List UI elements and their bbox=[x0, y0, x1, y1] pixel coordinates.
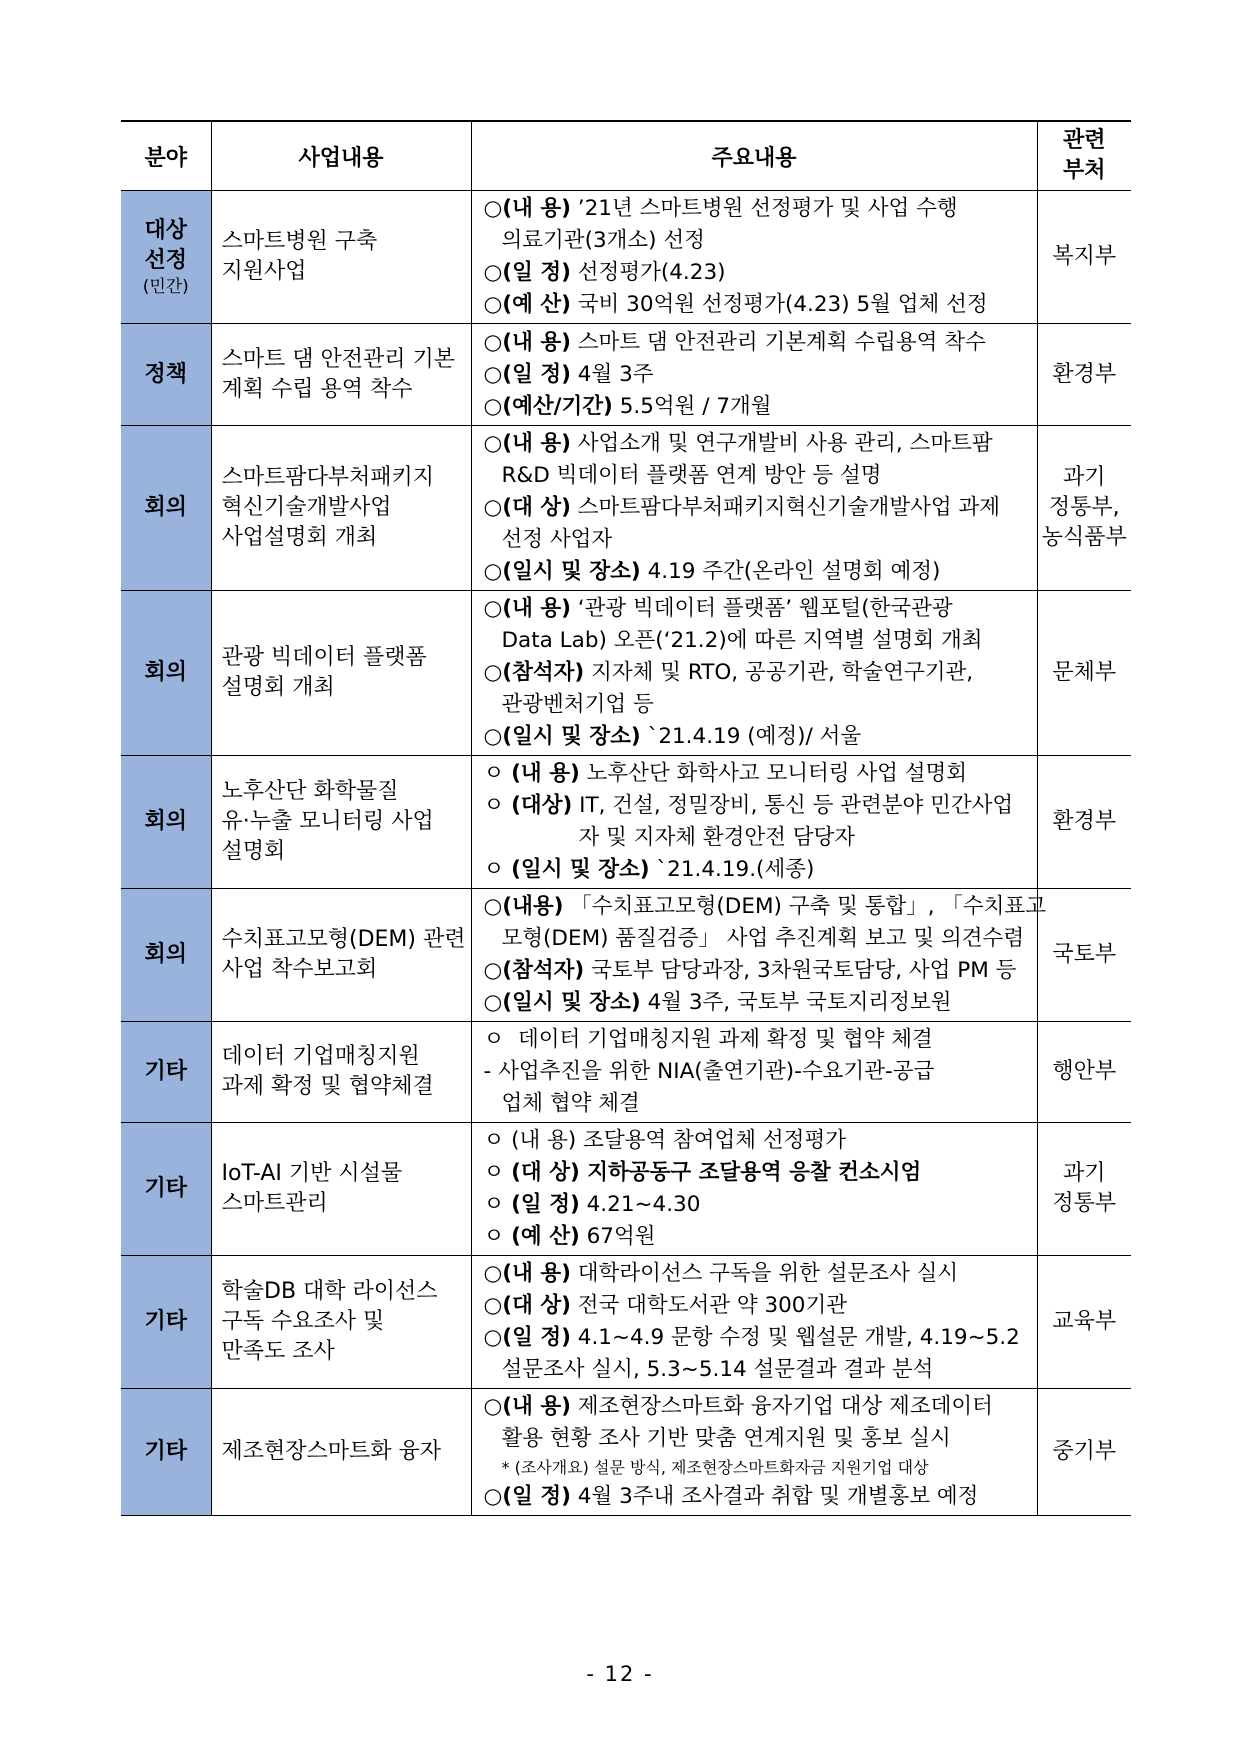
bullet-mark: ○ bbox=[483, 260, 503, 285]
project-cell bbox=[211, 324, 471, 426]
bullet-mark: ㅇ bbox=[483, 1192, 512, 1217]
details-cell bbox=[471, 756, 1037, 889]
detail-text: 「수치표고모형(DEM) 구축 및 통합」, 「수치표고 bbox=[563, 894, 1046, 919]
header-details: 주요내용 bbox=[471, 121, 1037, 191]
bullet-mark: ○ bbox=[483, 958, 503, 983]
detail-line bbox=[484, 327, 1031, 359]
detail-text: 설문조사 실시, 5.3~5.14 설문결과 결과 분석 bbox=[501, 1357, 934, 1382]
header-department bbox=[1037, 121, 1131, 191]
category-cell bbox=[121, 889, 211, 1022]
detail-label: (예 산) bbox=[502, 292, 571, 317]
department-line: 복지부 bbox=[1052, 244, 1117, 269]
category-cell bbox=[121, 1256, 211, 1389]
detail-label: (예 산) bbox=[511, 1224, 580, 1249]
bullet-mark: ㅇ bbox=[483, 1128, 512, 1153]
department-cell bbox=[1037, 324, 1131, 426]
project-cell bbox=[211, 426, 471, 591]
detail-label: (일 정) bbox=[502, 361, 571, 387]
header-department-line1: 관련 bbox=[1062, 128, 1106, 153]
detail-text: R&D 빅데이터 플랫폼 연계 방안 등 설명 bbox=[501, 463, 882, 488]
project-cell bbox=[211, 1389, 471, 1516]
bullet-mark: ○ bbox=[483, 1261, 503, 1286]
department-cell bbox=[1037, 1123, 1131, 1256]
project-line: 혁신기술개발사업 bbox=[221, 495, 392, 520]
detail-label: (대 상) bbox=[502, 495, 571, 520]
bullet-mark: ㅇ bbox=[483, 1224, 512, 1249]
details-cell bbox=[471, 1389, 1037, 1516]
category-label: 기타 bbox=[144, 1309, 187, 1334]
detail-line bbox=[484, 1391, 1031, 1423]
detail-text: 4.21~4.30 bbox=[579, 1192, 701, 1217]
detail-line bbox=[484, 1258, 1031, 1290]
detail-label: (내 용) bbox=[502, 431, 571, 456]
detail-line bbox=[484, 1024, 1031, 1056]
detail-line bbox=[484, 1481, 1031, 1513]
page-number: - 12 - bbox=[586, 1662, 654, 1686]
detail-label: (예산/기간) bbox=[502, 393, 613, 419]
detail-text: 67억원 bbox=[579, 1224, 656, 1249]
bullet-mark: ○ bbox=[483, 724, 503, 749]
header-department-line2: 부처 bbox=[1062, 158, 1106, 183]
project-line: 관광 빅데이터 플랫폼 bbox=[221, 645, 427, 670]
detail-line bbox=[484, 689, 1031, 721]
department-cell bbox=[1037, 426, 1131, 591]
detail-text: ‘관광 빅데이터 플랫폼’ 웹포털(한국관광 bbox=[570, 596, 953, 621]
bullet-mark: ○ bbox=[483, 495, 503, 520]
detail-label: (일시 및 장소) bbox=[502, 990, 641, 1015]
table-row bbox=[121, 191, 1131, 324]
project-line: 계획 수립 용역 착수 bbox=[221, 376, 413, 402]
detail-label: (일시 및 장소) bbox=[502, 724, 641, 749]
bullet-mark: ○ bbox=[483, 329, 503, 355]
detail-text: 5.5억원 / 7개월 bbox=[612, 393, 772, 419]
category-label: 기타 bbox=[144, 1439, 187, 1464]
detail-line bbox=[484, 524, 1031, 556]
detail-text: 제조현장스마트화 융자기업 대상 제조데이터 bbox=[570, 1394, 993, 1419]
detail-label: (내 용) bbox=[502, 1394, 571, 1419]
project-line: 스마트관리 bbox=[221, 1191, 328, 1216]
project-cell bbox=[211, 591, 471, 756]
bullet-mark: ○ bbox=[483, 596, 503, 621]
department-cell bbox=[1037, 591, 1131, 756]
project-line: 사업 착수보고회 bbox=[221, 957, 378, 982]
detail-text: 국토부 담당과장, 3차원국토담당, 사업 PM 등 bbox=[584, 958, 1017, 983]
detail-line bbox=[484, 923, 1031, 955]
detail-label: (일 정) bbox=[511, 1192, 580, 1217]
detail-text: 지자체 및 RTO, 공공기관, 학술연구기관, bbox=[584, 660, 974, 685]
category-sub-label: (민간) bbox=[142, 277, 189, 297]
department-line: 교육부 bbox=[1052, 1309, 1117, 1334]
department-line: 농식품부 bbox=[1041, 525, 1127, 550]
category-cell bbox=[121, 1389, 211, 1516]
bullet-mark: ○ bbox=[483, 1394, 503, 1419]
table-row bbox=[121, 889, 1131, 1022]
project-cell bbox=[211, 191, 471, 324]
category-label: 대상 선정 bbox=[144, 218, 187, 273]
detail-line bbox=[483, 891, 1046, 923]
detail-label: (내용) bbox=[502, 894, 564, 919]
detail-label: (내 용) bbox=[511, 761, 580, 786]
project-line: 데이터 기업매칭지원 bbox=[221, 1044, 420, 1069]
detail-label: (내 용) bbox=[502, 596, 571, 621]
table-row bbox=[121, 1022, 1131, 1123]
detail-text: 선정평가(4.23) bbox=[570, 260, 726, 285]
detail-label: (일 정) bbox=[502, 1325, 571, 1350]
detail-text: 4월 3주내 조사결과 취합 및 개별홍보 예정 bbox=[570, 1484, 979, 1509]
detail-line bbox=[484, 1125, 1031, 1157]
department-cell bbox=[1037, 756, 1131, 889]
detail-text: 국비 30억원 선정평가(4.23) 5월 업체 선정 bbox=[570, 292, 988, 317]
department-cell bbox=[1037, 191, 1131, 324]
department-line: 국토부 bbox=[1052, 942, 1117, 967]
detail-line bbox=[484, 1088, 1031, 1120]
detail-line bbox=[484, 987, 1031, 1019]
detail-label: (대 상) 지하공동구 조달용역 응찰 컨소시엄 bbox=[511, 1160, 922, 1185]
detail-label: (대 상) bbox=[502, 1293, 571, 1318]
category-label: 기타 bbox=[144, 1176, 187, 1201]
table-row bbox=[121, 324, 1131, 426]
detail-text: 데이터 기업매칭지원 과제 확정 및 협약 체결 bbox=[511, 1027, 933, 1052]
details-cell bbox=[471, 1022, 1037, 1123]
project-line: 노후산단 화학물질 bbox=[221, 779, 399, 804]
bullet-mark: ㅇ bbox=[483, 793, 512, 818]
project-cell bbox=[211, 1256, 471, 1389]
category-cell bbox=[121, 1022, 211, 1123]
detail-line bbox=[484, 193, 1031, 225]
bullet-mark: ○ bbox=[483, 196, 503, 221]
header-category: 분야 bbox=[121, 121, 211, 191]
detail-text: (내 용) 조달용역 참여업체 선정평가 bbox=[511, 1128, 846, 1153]
detail-note bbox=[484, 1455, 1031, 1481]
category-label: 회의 bbox=[144, 495, 187, 520]
category-label: 정책 bbox=[144, 361, 187, 387]
bullet-mark: ○ bbox=[483, 894, 503, 919]
table-row bbox=[121, 1123, 1131, 1256]
department-line: 문체부 bbox=[1052, 660, 1117, 685]
project-line: 지원사업 bbox=[221, 259, 307, 284]
project-line: 수치표고모형(DEM) 관련 bbox=[221, 927, 466, 952]
table-body bbox=[121, 191, 1131, 1516]
bullet-mark: ○ bbox=[483, 431, 503, 456]
project-cell bbox=[211, 756, 471, 889]
detail-label: (일 정) bbox=[502, 1484, 571, 1509]
bullet-mark: ○ bbox=[483, 361, 503, 387]
detail-line bbox=[484, 257, 1031, 289]
project-line: IoT-AI 기반 시설물 bbox=[221, 1161, 403, 1186]
project-line: 설명회 개최 bbox=[221, 675, 335, 700]
project-line: 스마트병원 구축 bbox=[221, 229, 378, 254]
detail-text: * (조사개요) 설문 방식, 제조현장스마트화자금 지원기업 대상 bbox=[501, 1458, 929, 1477]
detail-line bbox=[484, 1423, 1031, 1455]
detail-label: (내 용) bbox=[502, 329, 571, 355]
detail-label: (내 용) bbox=[502, 196, 571, 221]
project-line: 제조현장스마트화 융자 bbox=[221, 1439, 442, 1464]
detail-line bbox=[484, 225, 1031, 257]
detail-text: 4월 3주 bbox=[570, 361, 654, 387]
table-row bbox=[121, 1389, 1131, 1516]
details-cell bbox=[471, 889, 1046, 1022]
bullet-mark: ㅇ bbox=[483, 857, 512, 882]
detail-label: (참석자) bbox=[502, 958, 585, 983]
bullet-mark: - bbox=[483, 1059, 499, 1084]
detail-text: IT, 건설, 정밀장비, 통신 등 관련분야 민간사업 bbox=[572, 793, 1014, 818]
bullet-mark: ㅇ bbox=[483, 761, 512, 786]
detail-line bbox=[484, 556, 1031, 588]
detail-line bbox=[484, 1189, 1031, 1221]
bullet-mark: ○ bbox=[483, 292, 503, 317]
category-cell bbox=[121, 426, 211, 591]
detail-text: 전국 대학도서관 약 300기관 bbox=[570, 1293, 848, 1318]
detail-label: (일 정) bbox=[502, 260, 571, 285]
details-cell bbox=[471, 324, 1037, 426]
category-label: 기타 bbox=[144, 1059, 187, 1084]
detail-text: `21.4.19 (예정)/ 서울 bbox=[640, 724, 862, 749]
project-line: 스마트팜다부처패키지 bbox=[221, 465, 435, 490]
bullet-mark: ○ bbox=[483, 1484, 503, 1509]
category-cell bbox=[121, 756, 211, 889]
bullet-mark: ㅇ bbox=[483, 1160, 512, 1185]
table-row bbox=[121, 591, 1131, 756]
detail-text: ’21년 스마트병원 선정평가 및 사업 수행 bbox=[570, 196, 958, 221]
schedule-table bbox=[121, 120, 1131, 1516]
detail-text: 대학라이선스 구독을 위한 설문조사 실시 bbox=[570, 1261, 959, 1286]
department-cell bbox=[1037, 1256, 1131, 1389]
detail-text: 모형(DEM) 품질검증」 사업 추진계획 보고 및 의견수렴 bbox=[501, 926, 1025, 951]
detail-line bbox=[484, 1157, 1031, 1189]
department-line: 과기 bbox=[1062, 1161, 1106, 1186]
detail-line bbox=[484, 625, 1031, 657]
detail-text: 업체 협약 체결 bbox=[501, 1091, 640, 1116]
detail-text: 4.19 주간(온라인 설명회 예정) bbox=[640, 559, 941, 584]
detail-line bbox=[484, 593, 1031, 625]
table-row bbox=[121, 1256, 1131, 1389]
bullet-mark: ○ bbox=[483, 1293, 503, 1318]
detail-text: 사업소개 및 연구개발비 사용 관리, 스마트팜 bbox=[570, 431, 993, 456]
category-label: 회의 bbox=[144, 660, 187, 685]
bullet-mark: ○ bbox=[483, 1325, 503, 1350]
detail-line bbox=[484, 721, 1031, 753]
detail-line bbox=[484, 657, 1031, 689]
category-cell bbox=[121, 591, 211, 756]
department-line: 행안부 bbox=[1052, 1059, 1117, 1084]
detail-line bbox=[484, 758, 1031, 790]
detail-text: 관광벤처기업 등 bbox=[501, 692, 654, 717]
department-line: 정통부 bbox=[1052, 1191, 1117, 1216]
detail-text: 사업추진을 위한 NIA(출연기관)-수요기관-공급 bbox=[498, 1059, 935, 1084]
bullet-mark: ○ bbox=[483, 660, 503, 685]
detail-line bbox=[484, 359, 1031, 391]
department-cell bbox=[1037, 1389, 1131, 1516]
project-line: 스마트 댐 안전관리 기본 bbox=[221, 346, 456, 372]
department-cell bbox=[1037, 889, 1131, 1022]
detail-text: 자 및 지자체 환경안전 담당자 bbox=[578, 825, 856, 850]
detail-text: 4.1~4.9 문항 수정 및 웹설문 개발, 4.19~5.2 bbox=[570, 1325, 1020, 1350]
project-line: 만족도 조사 bbox=[221, 1339, 335, 1364]
detail-line bbox=[484, 854, 1031, 886]
detail-line bbox=[484, 289, 1031, 321]
detail-line bbox=[484, 460, 1031, 492]
detail-line bbox=[484, 1290, 1031, 1322]
department-line: 환경부 bbox=[1052, 361, 1117, 387]
details-cell bbox=[471, 426, 1037, 591]
bullet-mark: ○ bbox=[483, 559, 503, 584]
category-cell bbox=[121, 191, 211, 324]
details-cell bbox=[471, 191, 1037, 324]
project-cell bbox=[211, 1022, 471, 1123]
detail-text: 선정 사업자 bbox=[501, 527, 613, 552]
detail-label: (내 용) bbox=[502, 1261, 571, 1286]
header-project: 사업내용 bbox=[211, 121, 471, 191]
bullet-mark: ○ bbox=[483, 393, 503, 419]
detail-line bbox=[484, 1322, 1031, 1354]
table-row bbox=[121, 756, 1131, 889]
detail-line bbox=[484, 790, 1031, 822]
category-label: 회의 bbox=[144, 942, 187, 967]
detail-line bbox=[484, 1221, 1031, 1253]
detail-label: (대상) bbox=[511, 793, 573, 818]
table-row bbox=[121, 426, 1131, 591]
category-cell bbox=[121, 324, 211, 426]
detail-line bbox=[484, 1056, 1031, 1088]
detail-label: (일시 및 장소) bbox=[511, 857, 650, 882]
detail-text: 스마트 댐 안전관리 기본계획 수립용역 착수 bbox=[570, 329, 986, 355]
details-cell bbox=[471, 591, 1037, 756]
project-line: 구독 수요조사 및 bbox=[221, 1309, 385, 1334]
detail-text: 의료기관(3개소) 선정 bbox=[501, 228, 705, 253]
project-cell bbox=[211, 1123, 471, 1256]
detail-text: 4월 3주, 국토부 국토지리정보원 bbox=[640, 990, 952, 1015]
detail-label: (일시 및 장소) bbox=[502, 559, 641, 584]
detail-text: 활용 현황 조사 기반 맞춤 연계지원 및 홍보 실시 bbox=[501, 1426, 951, 1451]
department-cell bbox=[1037, 1022, 1131, 1123]
category-label: 회의 bbox=[144, 809, 187, 834]
project-line: 설명회 bbox=[221, 839, 286, 864]
project-line: 학술DB 대학 라이선스 bbox=[221, 1279, 438, 1304]
detail-text: `21.4.19.(세종) bbox=[649, 857, 815, 882]
department-line: 중기부 bbox=[1052, 1439, 1117, 1464]
detail-line bbox=[484, 391, 1031, 423]
category-cell bbox=[121, 1123, 211, 1256]
bullet-mark: ○ bbox=[483, 990, 503, 1015]
department-line: 과기 bbox=[1062, 465, 1106, 490]
project-cell bbox=[211, 889, 471, 1022]
detail-text: 스마트팜다부처패키지혁신기술개발사업 과제 bbox=[570, 495, 1001, 520]
table-header-row bbox=[121, 121, 1131, 191]
detail-text: Data Lab) 오픈(‘21.2)에 따른 지역별 설명회 개최 bbox=[501, 628, 983, 653]
project-line: 사업설명회 개최 bbox=[221, 525, 378, 550]
detail-label: (참석자) bbox=[502, 660, 585, 685]
project-line: 과제 확정 및 협약체결 bbox=[221, 1074, 434, 1099]
detail-line bbox=[484, 428, 1031, 460]
detail-line bbox=[484, 955, 1031, 987]
detail-line bbox=[484, 822, 1031, 854]
detail-line bbox=[484, 1354, 1031, 1386]
department-line: 정통부, bbox=[1048, 495, 1120, 520]
detail-line bbox=[484, 492, 1031, 524]
department-line: 환경부 bbox=[1052, 809, 1117, 834]
project-line: 유·누출 모니터링 사업 bbox=[221, 809, 434, 834]
bullet-mark: ㅇ bbox=[483, 1027, 512, 1052]
details-cell bbox=[471, 1256, 1037, 1389]
details-cell bbox=[471, 1123, 1037, 1256]
detail-text: 노후산단 화학사고 모니터링 사업 설명회 bbox=[579, 761, 968, 786]
